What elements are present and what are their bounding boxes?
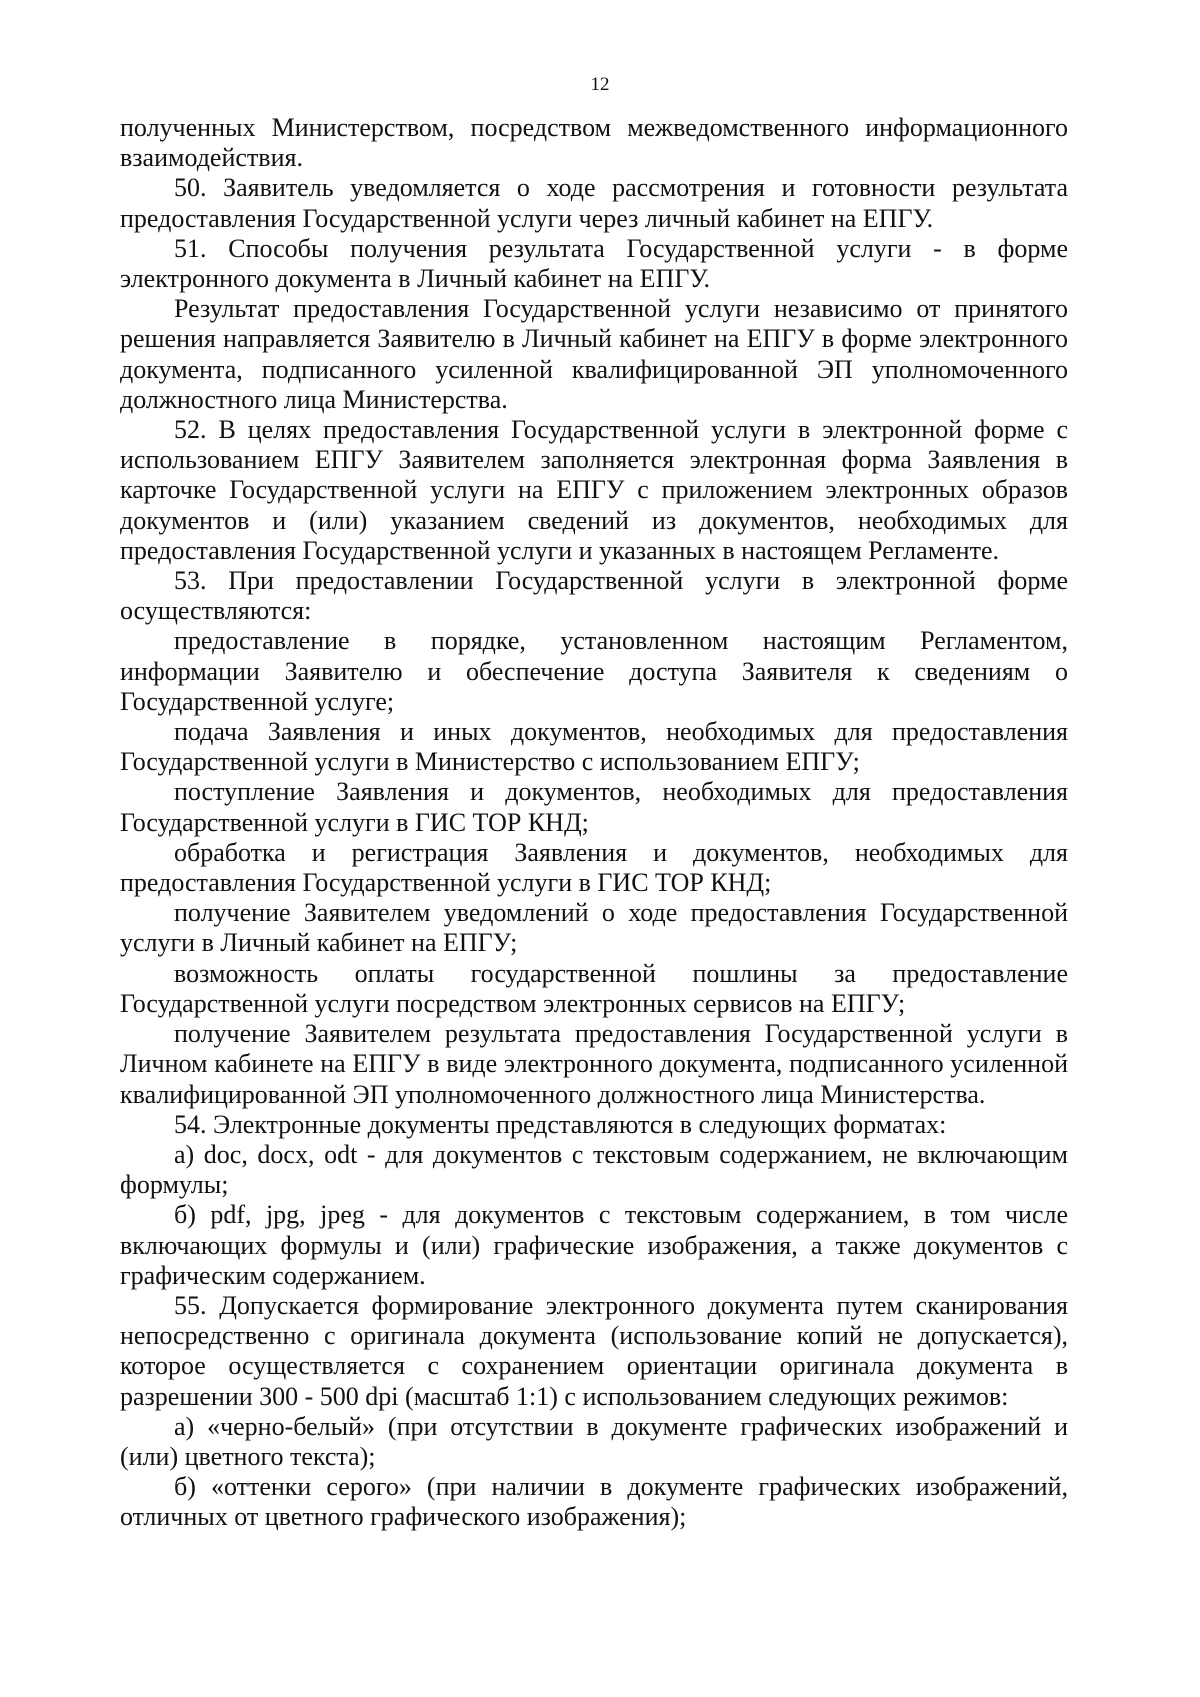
paragraph-52: 52. В целях предоставления Государственной услуги в электронной форме с использованием ЕПГУ Заявителем заполняется электронная форма Заявления в карточке Государственной услуги на ЕПГУ с приложением электронных образов документов и (или) указанием сведений из документов, необходимых для предоставления Государственной услуги и указанных в настоящем Регламенте. [120, 415, 1068, 565]
list-item-format-b: б) pdf, jpg, jpeg - для документов с текстовым содержанием, в том числе включающих формулы и (или) графические изображения, а также документов с графическим содержанием. [120, 1200, 1068, 1290]
list-item-processing: обработка и регистрация Заявления и документов, необходимых для предоставления Государственной услуги в ГИС ТОР КНД; [120, 837, 1068, 898]
paragraph-53: 53. При предоставлении Государственной услуги в электронной форме осуществляются: [120, 566, 1068, 626]
paragraph-51-result: Результат предоставления Государственной услуги независимо от принятого решения направляется Заявителю в Личный кабинет на ЕПГУ в форме электронного документа, подписанного усиленной квалифицированной ЭП уполномоченного должностного лица Министерства. [120, 294, 1068, 414]
paragraph-continuation: полученных Министерством, посредством межведомственного информационного взаимодействия. [120, 113, 1068, 173]
list-item-result: получение Заявителем результата предоставления Государственной услуги в Личном кабинете на ЕПГУ в виде электронного документа, подписанного усиленной квалифицированной ЭП уполномоченного должностного лица Министерства. [120, 1019, 1068, 1109]
document-body [120, 113, 1068, 1533]
page-number: 12 [590, 74, 610, 95]
list-item-payment: возможность оплаты государственной пошлины за предоставление Государственной услуги посредством электронных сервисов на ЕПГУ; [120, 958, 1068, 1018]
list-item-mode-b: б) «оттенки серого» (при наличии в документе графических изображений, отличных от цветного графического изображения); [120, 1472, 1068, 1532]
list-item-receipt: поступление Заявления и документов, необходимых для предоставления Государственной услуги в ГИС ТОР КНД; [120, 777, 1068, 837]
paragraph-55: 55. Допускается формирование электронного документа путем сканирования непосредственно с оригинала документа (использование копий не допускается), которое осуществляется с сохранением ориентации оригинала документа в разрешении 300 - 500 dpi (масштаб 1:1) с использованием следующих режимов: [120, 1290, 1068, 1411]
list-item-notifications: получение Заявителем уведомлений о ходе предоставления Государственной услуги в Личный кабинет на ЕПГУ; [120, 898, 1068, 958]
paragraph-51: 51. Способы получения результата Государственной услуги - в форме электронного документа в Личный кабинет на ЕПГУ. [120, 233, 1068, 294]
list-item-submission: подача Заявления и иных документов, необходимых для предоставления Государственной услуги в Министерство с использованием ЕПГУ; [120, 717, 1068, 777]
list-item-information: предоставление в порядке, установленном настоящим Регламентом, информации Заявителю и обеспечение доступа Заявителя к сведениям о Государственной услуге; [120, 626, 1068, 716]
paragraph-50: 50. Заявитель уведомляется о ходе рассмотрения и готовности результата предоставления Государственной услуги через личный кабинет на ЕПГУ. [120, 173, 1068, 233]
list-item-mode-a: а) «черно-белый» (при отсутствии в документе графических изображений и (или) цветного текста); [120, 1411, 1068, 1471]
list-item-format-a: а) doc, docx, odt - для документов с текстовым содержанием, не включающим формулы; [120, 1139, 1068, 1200]
paragraph-54: 54. Электронные документы представляются в следующих форматах: [174, 1109, 947, 1139]
